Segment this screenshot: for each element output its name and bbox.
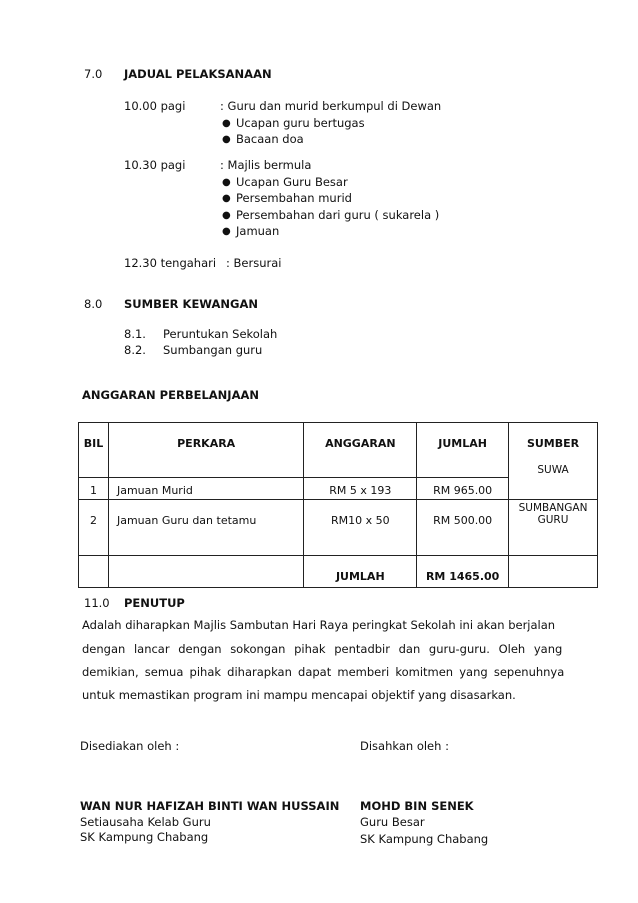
cell-perkara: Jamuan Murid [108, 478, 303, 500]
approved-name: MOHD BIN SENEK [360, 799, 474, 813]
slot-desc: : Guru dan murid berkumpul di Dewan [220, 99, 442, 113]
bullet-icon: ● [222, 118, 231, 129]
section8-title: SUMBER KEWANGAN [124, 297, 258, 311]
slot-bullet: Bacaan doa [236, 132, 304, 146]
total-value: RM 1465.00 [417, 556, 509, 588]
table-row [79, 478, 598, 500]
section11-number: 11.0 [84, 596, 110, 610]
section7-number: 7.0 [84, 67, 103, 81]
cell-empty [108, 556, 303, 588]
cell-bil: 1 [79, 478, 109, 500]
bullet-icon: ● [222, 134, 231, 145]
funding-item-text: Sumbangan guru [163, 343, 263, 357]
section7-title: JADUAL PELAKSANAAN [124, 67, 272, 81]
slot-bullet: Ucapan Guru Besar [236, 175, 348, 189]
slot-bullet: Ucapan guru bertugas [236, 116, 365, 130]
col-header: SUMBER [509, 423, 598, 478]
cell-anggaran: RM 5 x 193 [304, 478, 417, 500]
slot-desc: : Bersurai [226, 256, 282, 270]
cell-jumlah: RM 965.00 [417, 478, 509, 500]
prepared-role: Setiausaha Kelab Guru [80, 815, 211, 829]
approved-role: Guru Besar [360, 815, 425, 829]
col-header: BIL [79, 423, 109, 478]
slot-desc: : Majlis bermula [220, 158, 312, 172]
cell-sumber [509, 463, 598, 500]
sumber-line: SUMBANGAN [518, 502, 588, 514]
slot-time: 10.00 pagi [124, 99, 186, 113]
cell-sumber [509, 500, 598, 556]
sumber-line: GURU [537, 514, 569, 526]
cell-empty [509, 556, 598, 588]
bullet-icon: ● [222, 226, 231, 237]
col-header: JUMLAH [417, 423, 509, 478]
cell-jumlah: RM 500.00 [417, 500, 509, 556]
funding-item-num: 8.2. [124, 343, 146, 357]
section11-title: PENUTUP [124, 596, 185, 610]
funding-item-text: Peruntukan Sekolah [163, 327, 278, 341]
col-header: ANGGARAN [304, 423, 417, 478]
prepared-name: WAN NUR HAFIZAH BINTI WAN HUSSAIN [80, 799, 340, 813]
bullet-icon: ● [222, 177, 231, 188]
cell-empty [79, 556, 109, 588]
bullet-icon: ● [222, 193, 231, 204]
prepared-by-label: Disediakan oleh : [80, 739, 180, 753]
prepared-org: SK Kampung Chabang [80, 830, 209, 844]
slot-bullet: Persembahan murid [236, 191, 352, 205]
closing-line: untuk memastikan program ini mampu mencapai objektif yang disasarkan. [82, 688, 516, 702]
closing-line: Adalah diharapkan Majlis Sambutan Hari Raya peringkat Sekolah ini akan berjalan [82, 618, 556, 632]
budget-table [78, 422, 598, 588]
col-header: PERKARA [108, 423, 303, 478]
slot-bullet: Jamuan [236, 224, 280, 238]
closing-line: dengan lancar dengan sokongan pihak pentadbir dan guru-guru. Oleh yang [82, 642, 563, 656]
slot-bullet: Persembahan dari guru ( sukarela ) [236, 208, 440, 222]
slot-time: 10.30 pagi [124, 158, 186, 172]
cell-perkara: Jamuan Guru dan tetamu [108, 500, 303, 556]
section8-number: 8.0 [84, 297, 103, 311]
closing-line: demikian, semua pihak diharapkan dapat memberi komitmen yang sepenuhnya [82, 665, 565, 679]
bullet-icon: ● [222, 210, 231, 221]
cell-bil: 2 [79, 500, 109, 556]
budget-title: ANGGARAN PERBELANJAAN [82, 388, 260, 402]
total-label: JUMLAH [304, 556, 417, 588]
sumber-text: SUWA [537, 463, 569, 476]
table-total-row [79, 556, 598, 588]
approved-by-label: Disahkan oleh : [360, 739, 449, 753]
slot-time: 12.30 tengahari [124, 256, 217, 270]
table-row [79, 500, 598, 556]
funding-item-num: 8.1. [124, 327, 146, 341]
cell-anggaran: RM10 x 50 [304, 500, 417, 556]
approved-org: SK Kampung Chabang [360, 832, 489, 846]
